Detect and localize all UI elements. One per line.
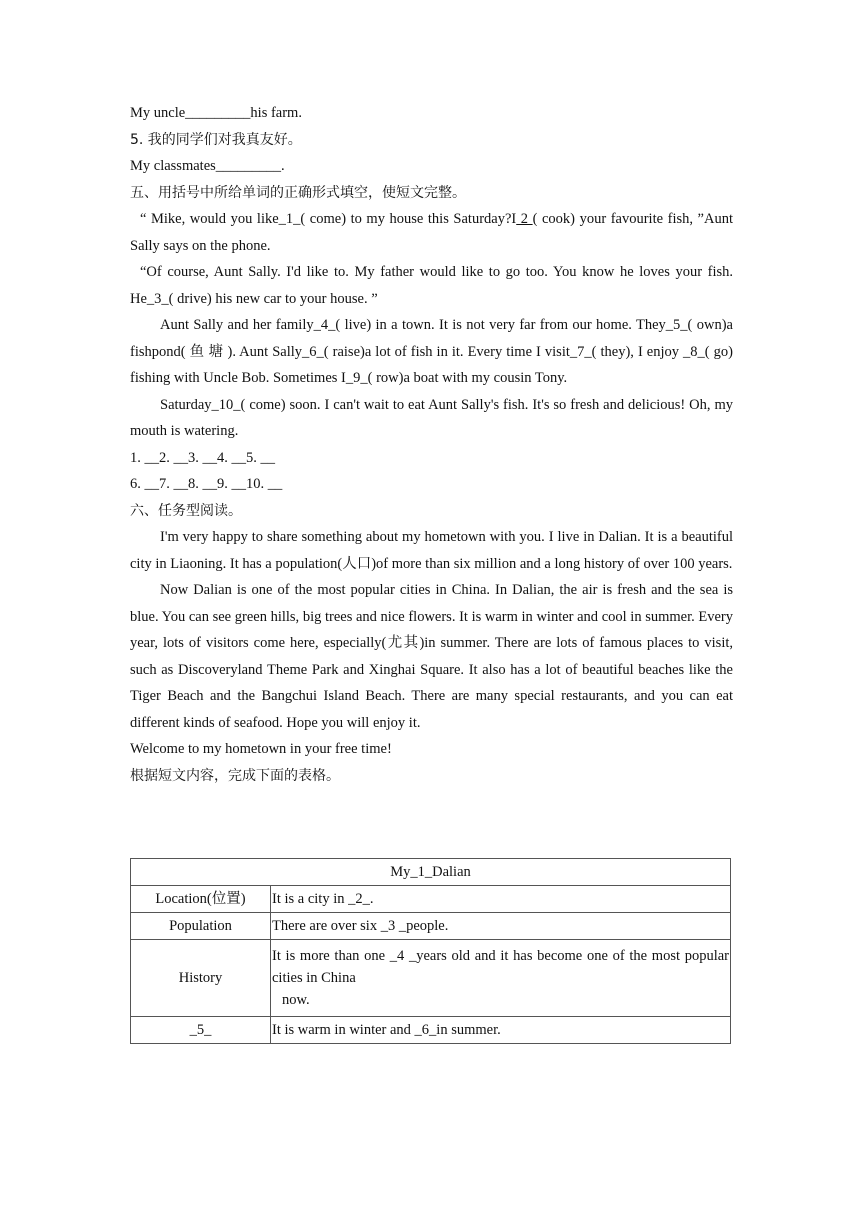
cloze-p1-start: “ Mike, would you like_1_( come) to my house this Saturday?I — [140, 211, 517, 227]
cloze-blank-2: 2 — [516, 211, 533, 227]
row-label-5: _5_ — [131, 1017, 271, 1044]
row-text-history — [271, 940, 731, 1017]
row-label-history: History — [131, 940, 271, 1017]
table-instruction: 根据短文内容，完成下面的表格。 — [130, 767, 340, 784]
cloze-paragraph-4: Saturday_10_( come) soon. I can't wait to eat Aunt Sally's fish. It's so fresh and delicious! Oh, my mouth is watering. — [130, 396, 733, 439]
history-text: It is more than one _4 _years old and it has become one of the most popular cities in China — [272, 948, 729, 986]
row-label-location: Location(位置) — [131, 886, 271, 913]
table-row — [131, 1017, 731, 1044]
info-table — [130, 858, 731, 1044]
cloze-paragraph-1 — [130, 206, 733, 259]
table-header-row — [131, 859, 731, 886]
table-row — [131, 886, 731, 913]
reading-paragraph-2: Now Dalian is one of the most popular cities in China. In Dalian, the air is fresh and the sea is blue. You can see green hills, big trees and nice flowers. It is warm in winter and cool in summer. Every year, lots of visitors come here, especially(尤其)in summer. There are lots of famous places to visit, such as Discoveryland Theme Park and Xinghai Square. It also has a lot of beautiful beaches like the Tiger Beach and the Bangchui Island Beach. There are many special restaurants, and you can eat different kinds of seafood. Hope you will enjoy it. — [130, 582, 733, 731]
uncle-sentence: My uncle_________his farm. — [130, 105, 302, 121]
reading-paragraph-1: I'm very happy to share something about my hometown with you. I live in Dalian. It is a beautiful city in Liaoning. It has a population(人口)of more than six million and a long history of over 100 years. — [130, 529, 733, 572]
answer-line-1: 1. __2. __3. __4. __5. __ — [130, 449, 275, 466]
row-text-climate: It is warm in winter and _6_in summer. — [271, 1017, 731, 1044]
row-label-population: Population — [131, 913, 271, 940]
table-header: My_1_Dalian — [131, 859, 731, 886]
table-row — [131, 913, 731, 940]
worksheet-page — [130, 100, 733, 789]
table-row — [131, 940, 731, 1017]
section-5-heading: 五、用括号中所给单词的正确形式填空，使短文完整。 — [130, 184, 466, 201]
question-5: 5. 我的同学们对我真友好。 — [130, 131, 302, 148]
cloze-paragraph-3: Aunt Sally and her family_4_( live) in a town. It is not very far from our home. They_5_( own)a fishpond( 鱼 塘 ). Aunt Sally_6_( raise)a lot of fish in it. Every time I visit_7_( they), I enjoy _8_( go) fishing with Uncle Bob. Sometimes I_9_( row)a boat with my cousin Tony. — [130, 317, 733, 386]
cloze-p1-end: ( cook) your favourite fish, ”Aunt Sally says on the phone. — [130, 211, 733, 254]
row-text-population: There are over six _3 _people. — [271, 913, 731, 940]
welcome-sentence: Welcome to my hometown in your free time! — [130, 741, 392, 757]
cloze-paragraph-2: “Of course, Aunt Sally. I'd like to. My father would like to go too. You know he loves your fish. He_3_( drive) his new car to your house. ” — [130, 264, 733, 307]
history-text-continued: now. — [282, 992, 310, 1008]
classmates-sentence: My classmates_________. — [130, 158, 285, 174]
section-6-heading: 六、任务型阅读。 — [130, 502, 242, 519]
row-text-location: It is a city in _2_. — [271, 886, 731, 913]
answer-line-2: 6. __7. __8. __9. __10. __ — [130, 476, 283, 492]
